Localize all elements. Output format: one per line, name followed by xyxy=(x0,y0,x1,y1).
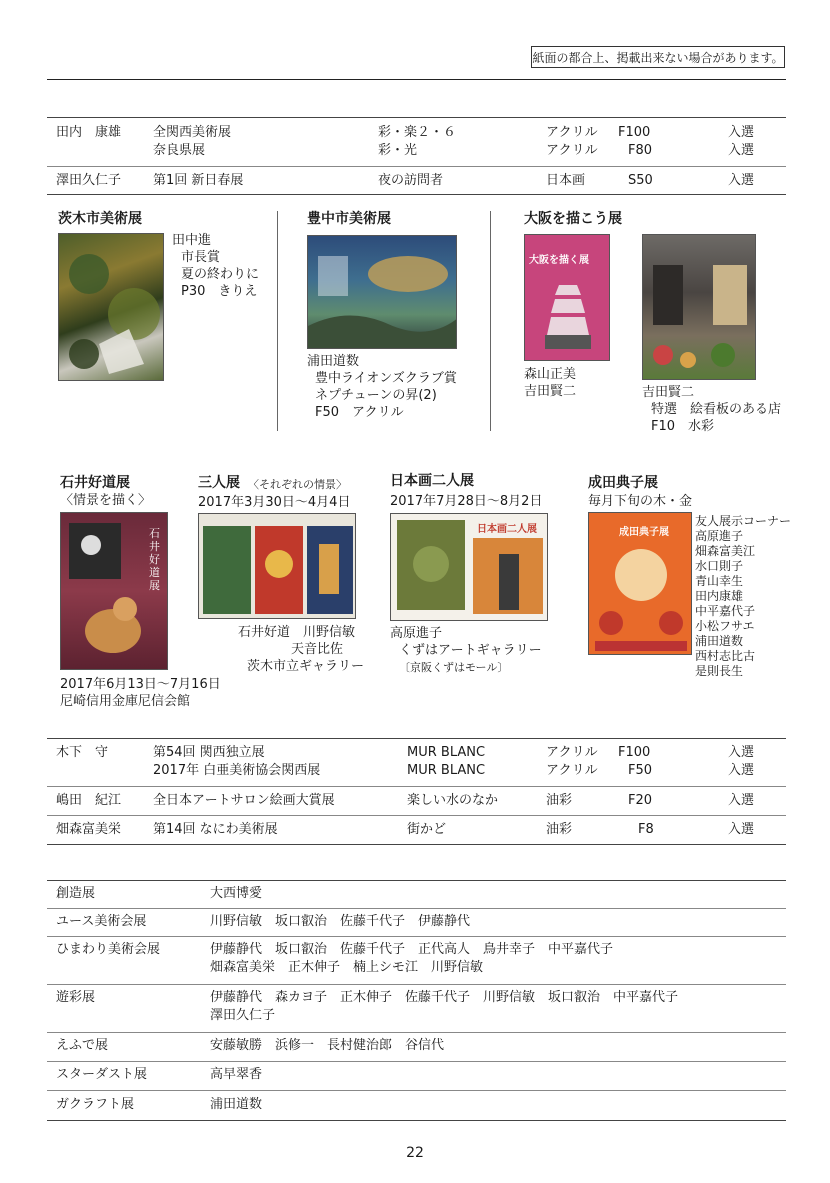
member-list: 安藤敏勝 浜修一 長村健治郎 谷信代 xyxy=(210,1038,445,1053)
narita-caption-line: 是則長生 xyxy=(695,664,744,678)
toyonaka-caption-line: 豊中ライオンズクラブ賞 xyxy=(315,371,457,386)
table-row-divider xyxy=(47,1032,786,1033)
ibaraki-caption-line: 田中進 xyxy=(172,233,212,248)
work-title: MUR BLANC xyxy=(407,763,486,778)
table3-bottom-border xyxy=(47,1120,786,1121)
work-size: F100 xyxy=(618,745,651,760)
table-row-divider xyxy=(47,815,786,816)
ishii-poster-title: 石井好道展 xyxy=(149,527,160,592)
group-name: ひまわり美術会展 xyxy=(56,942,161,957)
table-row-divider xyxy=(47,984,786,985)
member-list: 澤田久仁子 xyxy=(210,1008,276,1023)
table-row-divider xyxy=(47,1061,786,1062)
nihonga-caption-line: くずはアートギャラリー xyxy=(399,643,542,658)
table-row-divider xyxy=(47,1090,786,1091)
work-size: F80 xyxy=(628,143,653,158)
table-row-divider xyxy=(47,786,786,787)
exhibition-name: 2017年 白亜美術協会関西展 xyxy=(153,763,321,778)
work-size: F8 xyxy=(638,822,654,837)
work-medium: アクリル xyxy=(546,745,598,760)
page-number: 22 xyxy=(406,1145,424,1161)
work-medium: 油彩 xyxy=(546,822,573,837)
table-row-divider xyxy=(47,166,786,167)
sannin-caption-line: 天音比佐 xyxy=(291,642,344,657)
work-medium: 日本画 xyxy=(546,173,586,188)
table2-top-border xyxy=(47,738,786,739)
toyonaka-caption-line: ネプチューンの昇(2) xyxy=(315,388,437,403)
narita-caption-line: 西村志比古 xyxy=(695,649,756,663)
member-list: 川野信敏 坂口叡治 佐藤千代子 伊藤静代 xyxy=(210,914,471,929)
group-name: ガクラフト展 xyxy=(56,1097,135,1112)
group-name: えふで展 xyxy=(56,1038,109,1053)
narita-show-subtitle: 毎月下旬の木・金 xyxy=(588,494,693,509)
work-medium: アクリル xyxy=(546,763,598,778)
result: 入選 xyxy=(728,763,755,778)
osaka-show-title: 大阪を描こう展 xyxy=(524,211,622,227)
work-medium: 油彩 xyxy=(546,793,573,808)
artist-name: 畑森富美栄 xyxy=(56,822,122,837)
exhibition-name: 第14回 なにわ美術展 xyxy=(153,822,278,837)
header-rule xyxy=(47,79,786,80)
narita-caption-line: 水口則子 xyxy=(695,559,744,573)
nihonga-poster-title: 日本画二人展 xyxy=(477,524,537,535)
narita-show-title: 成田典子展 xyxy=(588,475,658,491)
ibaraki-caption-line: 市長賞 xyxy=(181,250,221,265)
artist-name: 田内 康雄 xyxy=(56,125,122,140)
sannin-show-subtitle: 〈それぞれの情景〉 xyxy=(248,478,347,491)
sannin-caption-line: 石井好道 川野信敏 xyxy=(238,625,356,640)
sannin-show-title: 三人展 xyxy=(198,475,240,491)
narita-caption-line: 浦田道数 xyxy=(695,634,744,648)
narita-caption-line: 中平嘉代子 xyxy=(695,604,756,618)
narita-caption-line: 畑森富美江 xyxy=(695,544,756,558)
result: 入選 xyxy=(728,745,755,760)
sannin-dates: 2017年3月30日〜4月4日 xyxy=(198,495,351,510)
group-name: 創造展 xyxy=(56,886,96,901)
ibaraki-caption-line: 夏の終わりに xyxy=(181,267,260,282)
group-name: ユース美術会展 xyxy=(56,914,147,929)
toyonaka-artwork-image xyxy=(307,235,457,349)
narita-poster-title: 成田典子展 xyxy=(619,527,669,538)
osaka-poster-image xyxy=(524,234,610,361)
work-size: S50 xyxy=(628,173,653,188)
work-title: 彩・光 xyxy=(378,143,418,158)
narita-caption-line: 高原進子 xyxy=(695,529,744,543)
table-row-divider xyxy=(47,936,786,937)
table3-top-border xyxy=(47,880,786,881)
narita-caption-line: 青山幸生 xyxy=(695,574,744,588)
result: 入選 xyxy=(728,793,755,808)
narita-caption-line: 友人展示コーナー xyxy=(695,514,792,528)
column-divider xyxy=(490,211,491,431)
table-row-divider xyxy=(47,908,786,909)
table1-bottom-border xyxy=(47,194,786,195)
narita-poster-image xyxy=(588,512,692,655)
ibaraki-show-title: 茨木市美術展 xyxy=(58,211,142,227)
member-list: 大西博愛 xyxy=(210,886,263,901)
group-name: スターダスト展 xyxy=(56,1067,148,1082)
osaka-poster-title: 大阪を描く展 xyxy=(529,255,589,266)
member-list: 浦田道数 xyxy=(210,1097,263,1112)
toyonaka-caption-line: F50 アクリル xyxy=(315,405,404,420)
space-notice: 紙面の都合上、掲載出来ない場合があります。 xyxy=(531,46,785,68)
result: 入選 xyxy=(728,822,755,837)
narita-caption-line: 田内康雄 xyxy=(695,589,744,603)
member-list: 伊藤静代 坂口叡治 佐藤千代子 正代高人 鳥井幸子 中平嘉代子 xyxy=(210,942,614,957)
work-title: 街かど xyxy=(407,822,447,837)
result: 入選 xyxy=(728,173,755,188)
osaka-caption-line: 森山正美 xyxy=(524,367,577,382)
work-title: MUR BLANC xyxy=(407,745,486,760)
ibaraki-caption-line: P30 きりえ xyxy=(181,284,258,299)
ishii-dates: 2017年6月13日〜7月16日 xyxy=(60,677,221,692)
nihonga-show-title: 日本画二人展 xyxy=(390,473,474,489)
member-list: 伊藤静代 森カヨ子 正木伸子 佐藤千代子 川野信敏 坂口叡治 中平嘉代子 xyxy=(210,990,679,1005)
member-list: 高早翠香 xyxy=(210,1067,263,1082)
sannin-caption-line: 茨木市立ギャラリー xyxy=(247,659,365,674)
column-divider xyxy=(277,211,278,431)
exhibition-name: 第54回 関西独立展 xyxy=(153,745,265,760)
sannin-poster-image xyxy=(198,513,356,619)
exhibition-name: 第1回 新日春展 xyxy=(153,173,244,188)
osaka-caption-line: F10 水彩 xyxy=(651,419,715,434)
toyonaka-caption-line: 浦田道数 xyxy=(307,354,360,369)
osaka-artwork-image xyxy=(642,234,756,380)
member-list: 畑森富美栄 正木伸子 楠上シモ江 川野信敏 xyxy=(210,960,484,975)
work-title: 楽しい水のなか xyxy=(407,793,499,808)
ishii-venue: 尼崎信用金庫尼信会館 xyxy=(60,694,191,709)
work-medium: アクリル xyxy=(546,125,598,140)
narita-caption-line: 小松フサエ xyxy=(695,619,755,633)
toyonaka-show-title: 豊中市美術展 xyxy=(307,211,391,227)
osaka-caption-line: 吉田賢二 xyxy=(524,384,577,399)
osaka-caption-line: 特選 絵看板のある店 xyxy=(651,402,782,417)
artist-name: 嶋田 紀江 xyxy=(56,793,122,808)
work-title: 彩・楽２・６ xyxy=(378,125,457,140)
result: 入選 xyxy=(728,143,755,158)
artist-name: 澤田久仁子 xyxy=(56,173,122,188)
ishii-poster-image xyxy=(60,512,168,670)
nihonga-caption-line: 高原進子 xyxy=(390,626,443,641)
exhibition-name: 奈良県展 xyxy=(153,143,206,158)
exhibition-name: 全日本アートサロン絵画大賞展 xyxy=(153,793,335,808)
nihonga-dates: 2017年7月28日〜8月2日 xyxy=(390,494,543,509)
group-name: 遊彩展 xyxy=(56,990,96,1005)
table1-top-border xyxy=(47,117,786,118)
nihonga-caption-line: 〔京阪くずはモール〕 xyxy=(399,661,509,674)
work-size: F20 xyxy=(628,793,653,808)
ibaraki-artwork-image xyxy=(58,233,164,381)
artist-name: 木下 守 xyxy=(56,745,109,760)
work-title: 夜の訪問者 xyxy=(378,173,444,188)
work-size: F100 xyxy=(618,125,651,140)
table2-bottom-border xyxy=(47,844,786,845)
nihonga-poster-image xyxy=(390,513,548,621)
ishii-show-subtitle: 〈情景を描く〉 xyxy=(60,493,152,508)
work-size: F50 xyxy=(628,763,653,778)
result: 入選 xyxy=(728,125,755,140)
exhibition-name: 全関西美術展 xyxy=(153,125,232,140)
osaka-caption-line: 吉田賢二 xyxy=(642,385,695,400)
ishii-show-title: 石井好道展 xyxy=(60,475,130,491)
work-medium: アクリル xyxy=(546,143,598,158)
